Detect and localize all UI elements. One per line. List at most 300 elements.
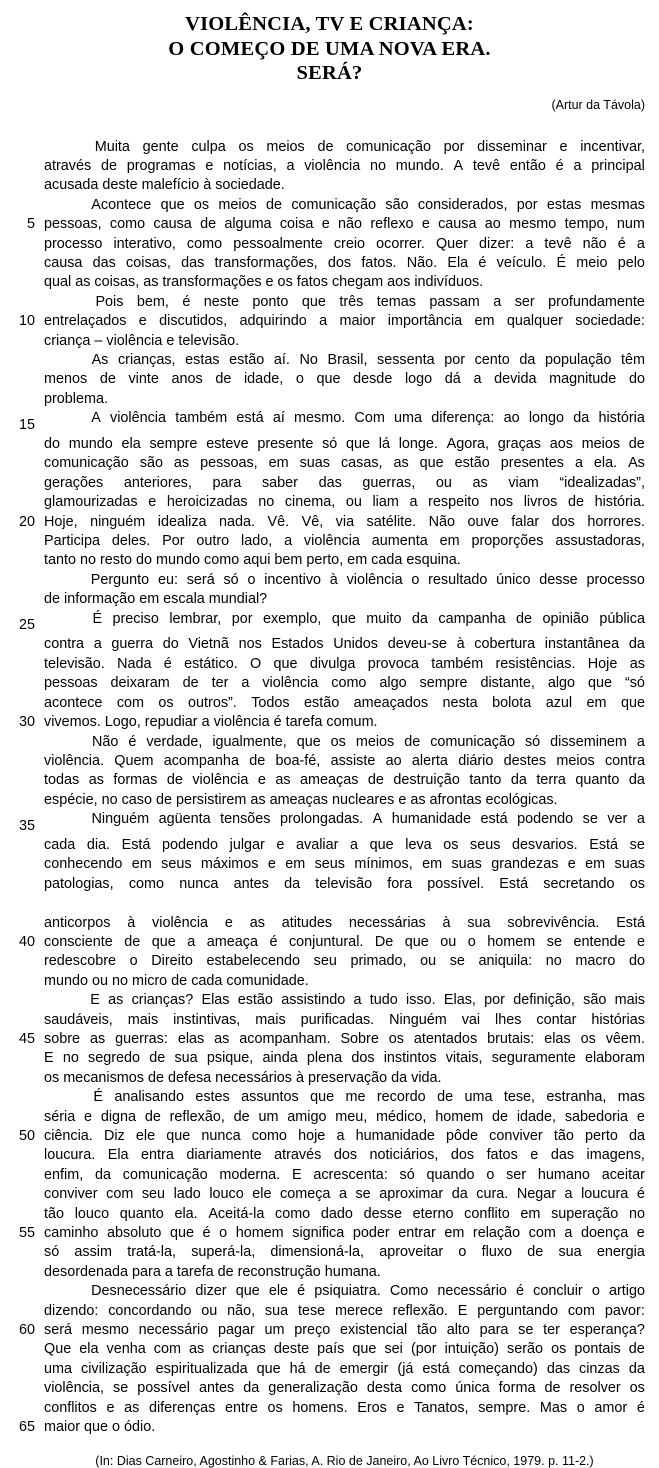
text-line [0, 1088, 645, 1107]
word: Pergunto [90, 571, 150, 588]
text-line [0, 933, 645, 952]
word: em [131, 856, 152, 873]
word: só [322, 436, 338, 452]
word: guerras, [362, 474, 416, 491]
line-content [44, 351, 645, 370]
word: estão [304, 694, 340, 711]
line-content [44, 972, 645, 991]
word: concluir [533, 1283, 583, 1300]
word: como [411, 1380, 447, 1397]
word: quanto [575, 772, 620, 789]
text-line [0, 409, 645, 435]
line-content [44, 474, 645, 493]
word: sei [384, 1341, 403, 1358]
word: tese [297, 1302, 326, 1319]
word: existencial [340, 1322, 408, 1339]
word: é [128, 733, 137, 750]
line-content [44, 1321, 645, 1340]
word: o [591, 1283, 600, 1300]
word: possível [137, 1380, 190, 1397]
word: de [404, 733, 421, 750]
word: as [629, 655, 645, 672]
word: ela. [174, 1205, 198, 1222]
line-content [44, 674, 645, 693]
word: coisas, [126, 254, 171, 271]
line-text: de informação em escala mundial? [44, 591, 268, 608]
word: são [139, 455, 163, 472]
word: casas, [340, 455, 383, 472]
word: é [297, 1283, 306, 1300]
word: assistindo [281, 992, 346, 1009]
word: fatos. [361, 254, 397, 271]
word: os [443, 836, 459, 853]
word: seus [161, 856, 192, 873]
word: elas [177, 1030, 205, 1047]
paragraph-indent [44, 571, 82, 590]
word: o [219, 1225, 228, 1242]
line-number: 45 [18, 1030, 35, 1047]
word: os [158, 694, 174, 711]
text-line [0, 1340, 645, 1359]
text-line [0, 810, 645, 836]
word: se [449, 953, 465, 970]
word: ou [435, 474, 452, 491]
text-line [0, 1185, 645, 1204]
word: está [480, 811, 508, 828]
word: bolota [492, 694, 532, 711]
word: a [284, 533, 293, 550]
line-content [44, 771, 645, 790]
word: contra [604, 752, 645, 769]
word: transformações, [214, 254, 318, 271]
source-citation: (In: Dias Carneiro, Agostinho & Farias, A. Rio de Janeiro, Ao Livro Técnico, 1979. p. 11-2.) [95, 1453, 594, 1468]
word: conflito [464, 1205, 510, 1222]
word: passam [429, 293, 480, 310]
word: ou [440, 933, 457, 950]
word: a [493, 293, 502, 310]
word: comunicação [346, 138, 431, 155]
word: sua [558, 1244, 582, 1261]
word: neste [203, 293, 239, 310]
word: Muita [94, 138, 130, 155]
word: suas [299, 455, 330, 472]
word: único [496, 571, 531, 588]
word: Vê, [301, 513, 324, 530]
word: estão [237, 992, 273, 1009]
word: e [106, 1399, 115, 1416]
word: acompanham. [239, 1030, 331, 1047]
word: presentes [500, 455, 564, 472]
word: é [516, 1283, 525, 1300]
line-content [44, 454, 645, 473]
word: conflitos [44, 1399, 97, 1416]
word: assiste [330, 752, 376, 769]
word: e [321, 216, 330, 233]
word: Quer [435, 235, 468, 252]
word: com [116, 694, 144, 711]
word: por [484, 992, 505, 1009]
word: incentivar, [580, 138, 645, 155]
word: viam [508, 474, 539, 491]
word: cobertura [474, 636, 536, 653]
line-content [44, 254, 645, 273]
word: mesmo [81, 1322, 129, 1339]
word: serão [507, 1341, 544, 1358]
word: lembrar, [169, 610, 222, 627]
word: o [458, 1244, 467, 1261]
word: proporções [471, 533, 544, 550]
word: qualquer [506, 313, 563, 330]
word: as [393, 455, 409, 472]
word: se [113, 1380, 129, 1397]
word: nos [489, 494, 514, 511]
word: mas [617, 1089, 645, 1106]
line-content [44, 836, 645, 855]
word: alguma [224, 216, 272, 233]
word: energia [596, 1244, 645, 1261]
word: Pois [95, 293, 124, 310]
line-content [44, 1360, 645, 1379]
word: ainda [262, 1050, 298, 1067]
word: é [636, 1399, 645, 1416]
word: interativo, [113, 235, 176, 252]
word: de [628, 436, 645, 452]
word: veículo. [496, 254, 547, 271]
text-line [0, 1049, 645, 1068]
word: estas [185, 351, 220, 368]
line-content [44, 370, 645, 389]
word: os [629, 875, 645, 892]
word: cento [474, 351, 510, 368]
line-content [44, 551, 645, 570]
text-line [0, 332, 645, 351]
word: Acontece [91, 196, 152, 213]
text-line [0, 674, 645, 693]
word: sua [467, 914, 491, 931]
word: causa [44, 254, 83, 271]
word: anteriores, [123, 474, 192, 491]
word: é [269, 933, 278, 950]
word: Está [616, 914, 645, 931]
word: desvarios. [512, 836, 578, 853]
word: Está [121, 836, 151, 853]
word: alerta [411, 752, 448, 769]
word: mesmo [509, 216, 557, 233]
line-content [44, 1049, 645, 1068]
text-line [0, 454, 645, 473]
word: se [546, 933, 562, 950]
text-line [0, 635, 645, 654]
word: longe. [398, 436, 438, 452]
text-line [0, 836, 645, 855]
word: esperança? [569, 1322, 645, 1339]
word: “só [624, 675, 645, 692]
word: das [546, 1360, 571, 1377]
word: presente [257, 436, 314, 452]
word: mundo. [395, 157, 444, 174]
line-content [44, 952, 645, 971]
word: graças [497, 436, 541, 452]
text-line [0, 733, 645, 752]
word: hoje [298, 1128, 326, 1145]
word: a [473, 371, 482, 388]
line-number: 5 [26, 216, 35, 233]
word: ser [514, 293, 535, 310]
word: não, [227, 1302, 256, 1319]
word: aí. [273, 351, 290, 368]
word: creio [333, 235, 366, 252]
word: as [472, 474, 488, 491]
word: primado, [350, 953, 407, 970]
word: comunicação [291, 196, 377, 213]
word: destes [503, 752, 547, 769]
word: podendo [517, 811, 574, 828]
word: tevê [472, 157, 501, 174]
word: violência [110, 410, 167, 427]
word: acrescenta: [313, 1166, 388, 1183]
word: E [90, 992, 100, 1009]
word: notícias, [223, 157, 277, 174]
word: sabedoria [564, 1108, 629, 1125]
word: conjuntural. [288, 933, 364, 950]
word: fora [387, 875, 413, 892]
word: estático. [184, 655, 238, 672]
word: assim [74, 1244, 112, 1261]
word: de [200, 216, 217, 233]
text-line [0, 1418, 645, 1437]
word: possível. [427, 875, 485, 892]
word: aniquila: [478, 953, 533, 970]
word: de [266, 196, 283, 213]
word: histórias [591, 1011, 645, 1028]
word: As [628, 455, 645, 472]
word: de [249, 752, 266, 769]
word: nesta [442, 694, 478, 711]
word: e [530, 1147, 539, 1164]
word: em [439, 533, 460, 550]
word: única [455, 1380, 490, 1397]
word: que [296, 733, 321, 750]
line-text: vivemos. Logo, repudiar a violência é tarefa comum. [44, 714, 378, 731]
word: sua [174, 1050, 198, 1067]
line-content [44, 713, 645, 732]
word: o [467, 933, 476, 950]
word: pavor: [604, 1302, 645, 1319]
line-content [44, 1302, 645, 1321]
word: campanha [438, 610, 506, 627]
word: à [329, 571, 338, 588]
text-line [0, 513, 645, 532]
word: e [559, 138, 568, 155]
word: “idealizadas”, [559, 474, 645, 491]
word: meu, [335, 1108, 368, 1125]
word: psique, [206, 1050, 254, 1067]
word: meios [581, 436, 621, 452]
word: que [369, 836, 394, 853]
word: quanto [119, 1205, 164, 1222]
line-content [44, 1340, 645, 1359]
word: a [350, 836, 359, 853]
word: será [186, 571, 215, 588]
line-content [44, 933, 645, 952]
word: via [335, 513, 355, 530]
word: das [550, 1147, 575, 1164]
word: nada. [219, 513, 256, 530]
word: a [564, 1186, 573, 1203]
word: guerra [111, 636, 153, 653]
word: por [516, 196, 538, 213]
line-content [44, 1146, 645, 1165]
word: através [44, 157, 92, 174]
word: em [585, 856, 606, 873]
word: Participa [44, 533, 100, 550]
text-line [0, 474, 645, 493]
word: que [151, 933, 176, 950]
word: da [284, 875, 301, 892]
word: macro [575, 953, 616, 970]
word: só [223, 571, 239, 588]
word: É [93, 1089, 103, 1106]
word: vêem. [605, 1030, 645, 1047]
line-content [44, 1108, 645, 1127]
word: Não [428, 513, 456, 530]
word: de [166, 772, 183, 789]
word: de [544, 1380, 561, 1397]
text-line [0, 312, 645, 331]
word: a [336, 1128, 345, 1145]
word: que [331, 610, 356, 627]
word: civilização [81, 1360, 147, 1377]
line-content [44, 1263, 645, 1282]
text-line [0, 610, 645, 636]
word: imagens, [586, 1147, 645, 1164]
word: Quem [114, 752, 154, 769]
word: sempre [149, 436, 198, 452]
word: dos [450, 1147, 475, 1164]
word: As [91, 351, 109, 368]
word: a [93, 636, 102, 653]
line-content [44, 991, 645, 1010]
word: sociedade: [575, 313, 645, 330]
word: heroicizadas [166, 494, 248, 511]
text-line [0, 914, 645, 933]
word: sobrevivência. [507, 914, 600, 931]
word: mesmo. [294, 410, 346, 427]
word: a [525, 235, 534, 252]
word: perto [585, 1128, 618, 1145]
word: dizer: [479, 235, 515, 252]
word: em [422, 856, 443, 873]
word: sempre [419, 675, 468, 692]
word: de [527, 1244, 544, 1261]
text-line [0, 1146, 645, 1165]
word: louco [209, 1186, 244, 1203]
line-content [44, 532, 645, 551]
word: meio [576, 254, 608, 271]
word: guerras: [115, 1030, 168, 1047]
word: são [583, 992, 607, 1009]
word: é [202, 1225, 211, 1242]
word: saudáveis, [44, 1011, 113, 1028]
word: forma [498, 1380, 536, 1397]
word: patologias, [44, 875, 114, 892]
title-line-2: O COMEÇO DE UMA NOVA ERA. [168, 37, 491, 60]
word: nunca [201, 1128, 241, 1145]
word: da [628, 636, 645, 653]
word: máximos [200, 856, 259, 873]
word: terra [536, 772, 566, 789]
word: vai [461, 1011, 481, 1028]
line-content [44, 235, 645, 254]
author-attribution: (Artur da Távola) [551, 97, 645, 112]
word: ou [345, 494, 362, 511]
word: saber [261, 474, 298, 491]
word: todas [44, 772, 80, 789]
word: emergir [339, 1360, 389, 1377]
word: das [318, 474, 342, 491]
word: É [92, 610, 103, 627]
word: Ela [107, 1147, 129, 1164]
word: desse [539, 571, 578, 588]
word: ser [506, 1166, 527, 1183]
line-content [44, 513, 645, 532]
text-line [0, 235, 645, 254]
word: temas [376, 293, 416, 310]
word: seus [470, 836, 501, 853]
word: está [236, 410, 264, 427]
word: estas [546, 196, 582, 213]
word: coisa [279, 216, 314, 233]
line-content [44, 733, 645, 752]
line-number: 65 [18, 1419, 35, 1436]
word: através [274, 1147, 322, 1164]
word: por [443, 138, 465, 155]
word: ouve [467, 513, 499, 530]
word: se [629, 836, 645, 853]
word: está [422, 1360, 450, 1377]
word: causa [438, 216, 477, 233]
word: ao [484, 216, 501, 233]
word: ela [79, 1341, 99, 1358]
word: aos [549, 436, 573, 452]
word: os [580, 1030, 596, 1047]
line-content [44, 1224, 645, 1243]
line-text: criança – violência e televisão. [44, 332, 240, 349]
word: à [456, 636, 465, 653]
word: brutais: [487, 1030, 535, 1047]
word: ele [268, 1283, 289, 1300]
word: exemplo, [262, 610, 322, 627]
word: superação [551, 1205, 619, 1222]
line-number: 40 [18, 933, 35, 950]
word: importância [387, 313, 463, 330]
word: disseminar [477, 138, 547, 155]
word: agüenta [158, 811, 211, 828]
line-content [44, 1243, 645, 1262]
word: homem [235, 1225, 284, 1242]
word: formas [113, 772, 158, 789]
word: diariamente [186, 1147, 262, 1164]
word: resultado [428, 571, 488, 588]
word: falar [511, 513, 540, 530]
line-content [44, 810, 645, 829]
word: Estados [271, 636, 324, 653]
word: a [286, 157, 295, 174]
line-number: 55 [18, 1225, 35, 1242]
word: outro [196, 533, 230, 550]
text-line [0, 370, 645, 389]
word: crianças, [117, 351, 176, 368]
